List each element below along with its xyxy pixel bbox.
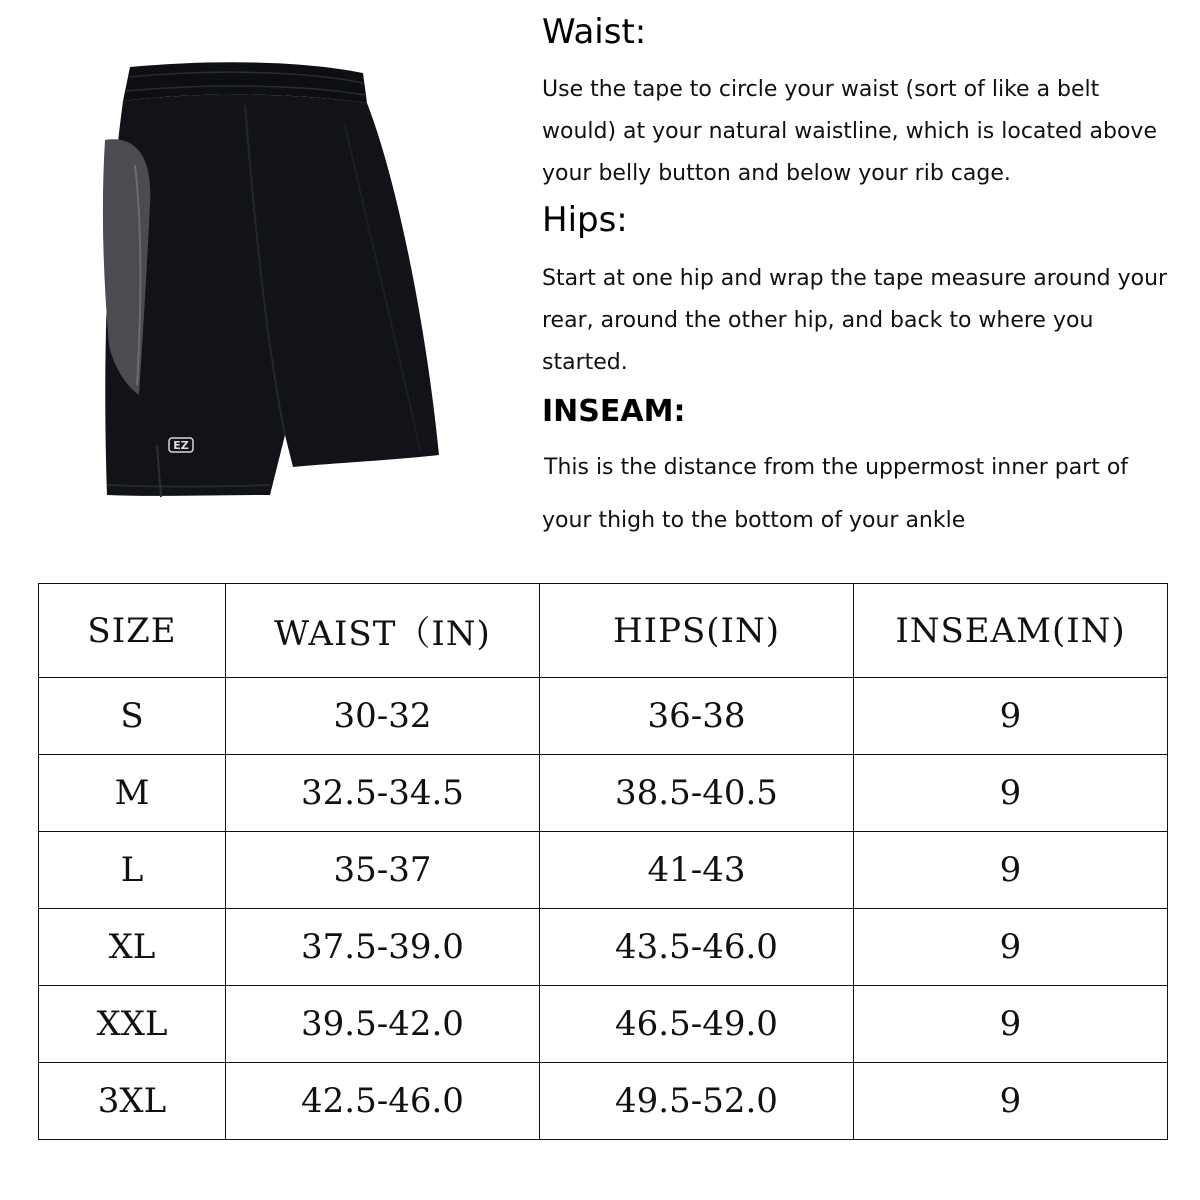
inseam-description-line2: your thigh to the bottom of your ankle <box>542 508 966 533</box>
inseam-cell: 9 <box>854 832 1168 909</box>
size-cell: 3XL <box>39 1063 226 1140</box>
size-cell: M <box>39 755 226 832</box>
size-cell: S <box>39 678 226 755</box>
svg-text:EZ: EZ <box>173 439 189 452</box>
waist-cell: 42.5-46.0 <box>226 1063 540 1140</box>
shorts-body <box>105 94 439 495</box>
table-row <box>39 1063 1168 1140</box>
waist-description: Use the tape to circle your waist (sort of like a belt would) at your natural waistline, which is located above your belly button and below your rib cage. <box>542 77 1157 186</box>
table-row <box>39 986 1168 1063</box>
header-inseam: INSEAM(IN) <box>854 584 1168 678</box>
header-hips: HIPS(IN) <box>540 584 854 678</box>
size-cell: L <box>39 832 226 909</box>
table-row <box>39 832 1168 909</box>
table-row <box>39 909 1168 986</box>
table-header-row <box>39 584 1168 678</box>
size-chart-table <box>38 583 1168 1140</box>
inseam-heading: INSEAM: <box>542 394 686 429</box>
inseam-cell: 9 <box>854 1063 1168 1140</box>
inseam-description-line1: This is the distance from the uppermost inner part of <box>544 455 1129 480</box>
waist-cell: 35-37 <box>226 832 540 909</box>
inseam-cell: 9 <box>854 986 1168 1063</box>
size-cell: XXL <box>39 986 226 1063</box>
inseam-cell: 9 <box>854 678 1168 755</box>
waist-cell: 39.5-42.0 <box>226 986 540 1063</box>
inseam-cell: 9 <box>854 909 1168 986</box>
waist-cell: 32.5-34.5 <box>226 755 540 832</box>
inseam-cell: 9 <box>854 755 1168 832</box>
hips-cell: 46.5-49.0 <box>540 986 854 1063</box>
header-waist: WAIST（IN) <box>226 584 540 678</box>
shorts-product-image <box>95 55 455 505</box>
hips-cell: 43.5-46.0 <box>540 909 854 986</box>
table-row <box>39 678 1168 755</box>
hips-description: Start at one hip and wrap the tape measure around your rear, around the other hip, and back to where you started. <box>542 266 1168 375</box>
waist-cell: 30-32 <box>226 678 540 755</box>
waist-heading: Waist: <box>542 12 647 52</box>
waist-cell: 37.5-39.0 <box>226 909 540 986</box>
hips-cell: 36-38 <box>540 678 854 755</box>
size-cell: XL <box>39 909 226 986</box>
table-row <box>39 755 1168 832</box>
hips-cell: 38.5-40.5 <box>540 755 854 832</box>
hips-heading: Hips: <box>542 200 628 240</box>
hips-cell: 41-43 <box>540 832 854 909</box>
hips-cell: 49.5-52.0 <box>540 1063 854 1140</box>
header-size: SIZE <box>39 584 226 678</box>
